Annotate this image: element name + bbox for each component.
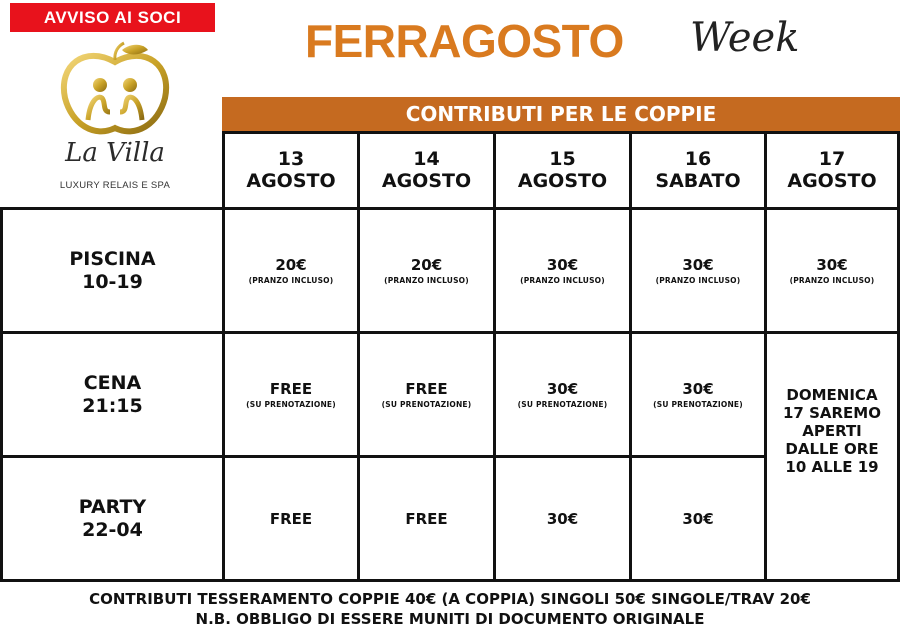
price: FREE <box>269 380 313 398</box>
price: 20€ <box>275 256 307 274</box>
price-note: (SU PRENOTAZIONE) <box>653 400 743 409</box>
cell-party-13 <box>222 455 360 582</box>
day-number: 14 <box>413 147 440 170</box>
la-villa-logo <box>40 40 190 200</box>
price: 20€ <box>410 256 443 274</box>
day-header-17 <box>764 131 900 210</box>
price-note: (PRANZO INCLUSO) <box>655 276 741 285</box>
golden-apple-icon <box>40 40 190 140</box>
price-note: (PRANZO INCLUSO) <box>384 276 469 285</box>
cell-cena-14 <box>357 331 496 458</box>
cell-piscina-15 <box>493 207 632 334</box>
price: 30€ <box>682 380 714 398</box>
cell-sunday-note <box>764 331 900 582</box>
price-note: (PRANZO INCLUSO) <box>789 276 875 285</box>
price-note: (SU PRENOTAZIONE) <box>246 400 336 409</box>
price: FREE <box>405 380 448 398</box>
cell-cena-13 <box>222 331 360 458</box>
price: 30€ <box>682 256 714 274</box>
price-note: (SU PRENOTAZIONE) <box>517 400 608 409</box>
row-time: 22-04 <box>82 518 143 541</box>
price: FREE <box>269 509 313 528</box>
page-title: FERRAGOSTO <box>305 15 624 67</box>
row-name: PARTY <box>78 495 147 518</box>
price-note: (PRANZO INCLUSO) <box>520 276 605 285</box>
document-requirement-line: N.B. OBBLIGO DI ESSERE MUNITI DI DOCUMENTO ORIGINALE <box>195 609 705 628</box>
footer-notes <box>0 590 900 629</box>
title-script-word: Week <box>690 15 800 61</box>
day-label: AGOSTO <box>246 169 336 192</box>
day-header-15 <box>493 131 632 210</box>
logo-subtitle: LUXURY RELAIS E SPA <box>59 180 171 191</box>
price-note: (SU PRENOTAZIONE) <box>381 400 472 409</box>
membership-fees-line: CONTRIBUTI TESSERAMENTO COPPIE 40€ (A COPPIA) SINGOLI 50€ SINGOLE/TRAV 20€ <box>89 590 811 608</box>
day-label: AGOSTO <box>787 169 877 192</box>
cell-party-14 <box>357 455 496 582</box>
day-header-13 <box>222 131 360 210</box>
day-number: 17 <box>818 147 846 170</box>
sunday-opening-note: DOMENICA 17 SAREMO APERTI DALLE ORE 10 ALLE 19 <box>783 386 881 476</box>
price-note: (PRANZO INCLUSO) <box>248 276 334 285</box>
row-time: 21:15 <box>82 394 143 417</box>
price: 30€ <box>682 509 714 528</box>
cell-piscina-17 <box>764 207 900 334</box>
day-header-14 <box>357 131 496 210</box>
day-header-16 <box>629 131 767 210</box>
cell-cena-15 <box>493 331 632 458</box>
cell-piscina-13 <box>222 207 360 334</box>
logo-name: La Villa <box>65 138 165 168</box>
cell-piscina-16 <box>629 207 767 334</box>
day-number: 16 <box>684 147 712 170</box>
row-name: CENA <box>83 371 142 394</box>
price: 30€ <box>546 509 579 528</box>
row-header-party <box>0 455 225 582</box>
day-number: 15 <box>549 147 576 170</box>
day-label: AGOSTO <box>381 169 472 192</box>
day-number: 13 <box>277 147 305 170</box>
day-label: AGOSTO <box>517 169 608 192</box>
price: 30€ <box>546 380 579 398</box>
cell-party-16 <box>629 455 767 582</box>
price: FREE <box>405 509 448 528</box>
notice-badge: AVVISO AI SOCI <box>10 3 215 32</box>
price: 30€ <box>546 256 579 274</box>
price: 30€ <box>816 256 848 274</box>
row-time: 10-19 <box>82 270 143 293</box>
row-header-cena <box>0 331 225 458</box>
cell-party-15 <box>493 455 632 582</box>
contributions-banner: CONTRIBUTI PER LE COPPIE <box>222 97 900 131</box>
cell-piscina-14 <box>357 207 496 334</box>
row-header-piscina <box>0 207 225 334</box>
cell-cena-16 <box>629 331 767 458</box>
day-label: SABATO <box>655 169 741 192</box>
row-name: PISCINA <box>69 247 156 270</box>
